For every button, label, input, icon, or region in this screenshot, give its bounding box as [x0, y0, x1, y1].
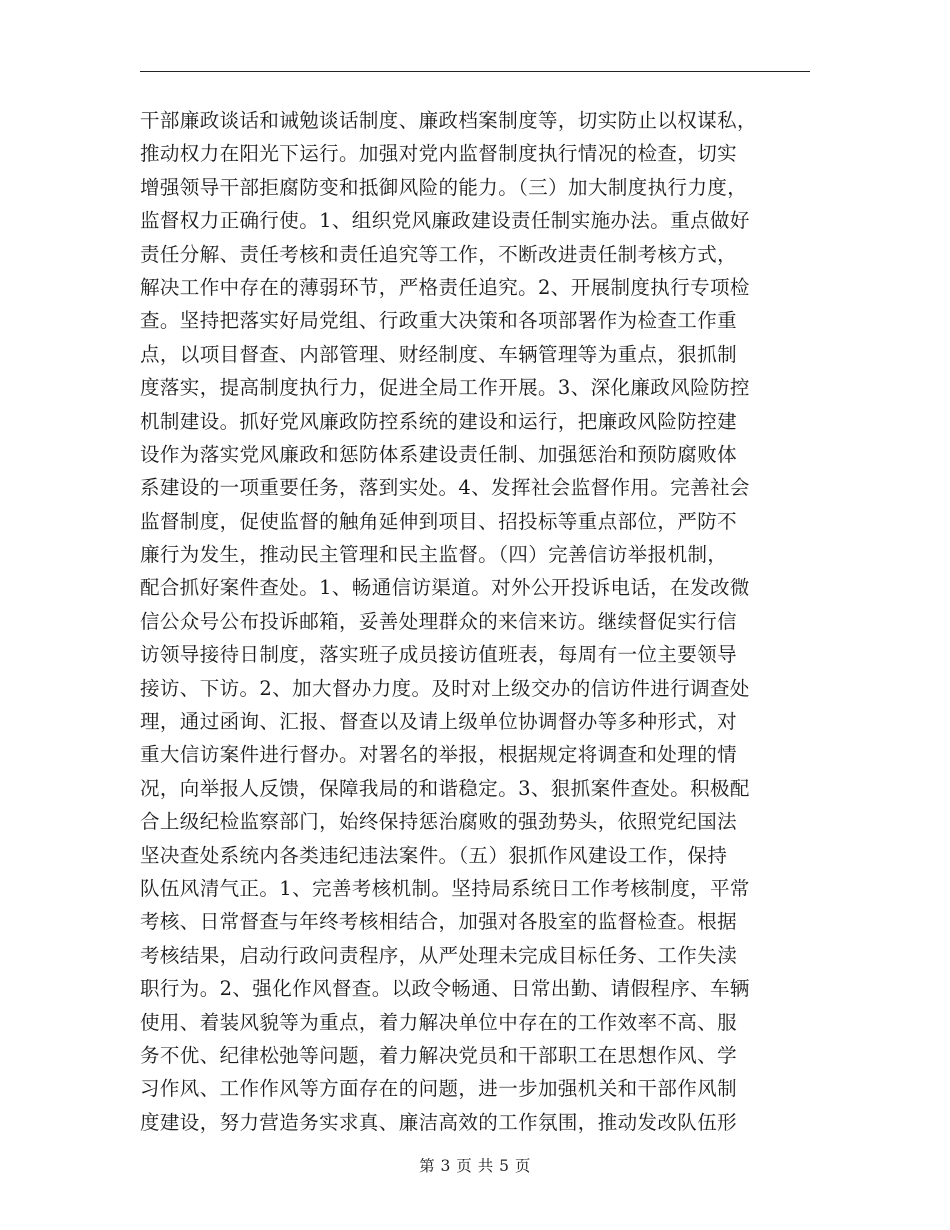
text-line: 度建设，努力营造务实求真、廉洁高效的工作氛围，推动发改队伍形: [140, 1110, 738, 1134]
text-line: 廉行为发生，推动民主管理和民主监督。（四）完善信访举报机制，: [140, 543, 728, 567]
text-line: 理，通过函询、汇报、督查以及请上级单位协调督办等多种形式，对: [140, 710, 738, 734]
text-line: 增强领导干部拒腐防变和抵御风险的能力。（三）加大制度执行力度，: [140, 175, 748, 199]
text-line: 干部廉政谈话和诫勉谈话制度、廉政档案制度等，切实防止以权谋私，: [140, 109, 757, 132]
text-line: 务不优、纪律松弛等问题，着力解决党员和干部职工在思想作风、学: [140, 1043, 738, 1067]
text-line: 职行为。2、强化作风督查。以政令畅通、日常出勤、请假程序、车辆: [140, 977, 750, 1001]
text-line: 况，向举报人反馈，保障我局的和谐稳定。3、狠抓案件查处。积极配: [140, 776, 750, 800]
text-line: 设作为落实党风廉政和惩防体系建设责任制、加强惩治和预防腐败体: [140, 442, 738, 466]
text-line: 合上级纪检监察部门，始终保持惩治腐败的强劲势头，依照党纪国法: [140, 810, 738, 834]
document-body: [140, 104, 815, 1139]
text-line: 坚决查处系统内各类违纪违法案件。（五）狠抓作风建设工作，保持: [140, 843, 728, 867]
page-number-footer: 第 3 页 共 5 页: [419, 1157, 531, 1175]
text-line: 推动权力在阳光下运行。加强对党内监督制度执行情况的检查，切实: [140, 142, 738, 166]
header-rule: [140, 71, 810, 72]
text-line: 考核、日常督查与年终考核相结合，加强对各股室的监督检查。根据: [140, 910, 738, 934]
text-line: 点，以项目督查、内部管理、财经制度、车辆管理等为重点，狠抓制: [140, 342, 738, 366]
text-line: 查。坚持把落实好局党组、行政重大决策和各项部署作为检查工作重: [140, 309, 738, 333]
text-line: 使用、着装风貌等为重点，着力解决单位中存在的工作效率不高、服: [140, 1010, 738, 1034]
text-line: 信公众号公布投诉邮箱，妥善处理群众的来信来访。继续督促实行信: [140, 609, 738, 633]
text-line: 访领导接待日制度，落实班子成员接访值班表，每周有一位主要领导: [140, 643, 738, 667]
text-line: 重大信访案件进行督办。对署名的举报，根据规定将调查和处理的情: [140, 743, 738, 767]
text-line: 考核结果，启动行政问责程序，从严处理未完成目标任务、工作失渎: [140, 943, 738, 967]
text-line: 责任分解、责任考核和责任追究等工作，不断改进责任制考核方式，: [140, 242, 738, 266]
text-line: 配合抓好案件查处。1、畅通信访渠道。对外公开投诉电话，在发改微: [140, 576, 750, 600]
text-line: 度落实，提高制度执行力，促进全局工作开展。3、深化廉政风险防控: [140, 376, 750, 400]
text-line: 机制建设。抓好党风廉政防控系统的建设和运行，把廉政风险防控建: [140, 409, 738, 433]
text-line: 队伍风清气正。1、完善考核机制。坚持局系统日工作考核制度，平常: [140, 876, 750, 900]
text-line: 监督制度，促使监督的触角延伸到项目、招投标等重点部位，严防不: [140, 509, 738, 533]
text-line: 接访、下访。2、加大督办力度。及时对上级交办的信访件进行调查处: [140, 676, 750, 700]
text-line: 监督权力正确行使。1、组织党风廉政建设责任制实施办法。重点做好: [140, 209, 750, 233]
text-line: 习作风、工作作风等方面存在的问题，进一步加强机关和干部作风制: [140, 1077, 738, 1101]
text-line: 系建设的一项重要任务，落到实处。4、发挥社会监督作用。完善社会: [140, 476, 750, 500]
text-line: 解决工作中存在的薄弱环节，严格责任追究。2、开展制度执行专项检: [140, 275, 750, 299]
